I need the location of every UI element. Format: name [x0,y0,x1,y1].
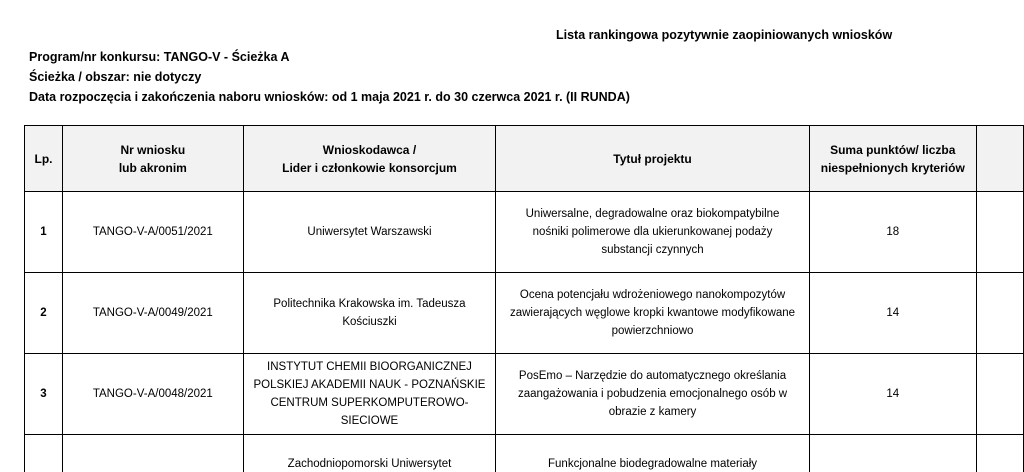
header-points: Suma punktów/ liczba niespełnionych kryteriów [809,126,976,192]
cell-applicant: Zachodniopomorski Uniwersytet [243,435,496,472]
table-header-row [25,126,1024,192]
cell-applicant: Politechnika Krakowska im. Tadeusza Kościuszki [243,273,496,354]
table-row [25,435,1024,472]
cell-lp [25,435,63,472]
cell-points: 14 [809,354,976,435]
dates-line: Data rozpoczęcia i zakończenia naboru wniosków: od 1 maja 2021 r. do 30 czerwca 2021 r. (II RUNDA) [29,90,630,104]
cell-points: 14 [809,273,976,354]
document-title: Lista rankingowa pozytywnie zaopiniowanych wniosków [556,28,893,42]
header-application-number: Nr wniosku lub akronim [63,126,244,192]
cell-applicant: Uniwersytet Warszawski [243,192,496,273]
path-line: Ścieżka / obszar: nie dotyczy [29,70,202,84]
cell-project-title: Ocena potencjału wdrożeniowego nanokompozytów zawierających węglowe kropki kwantowe modyfikowane powierzchniowo [496,273,809,354]
cell-application-number: TANGO-V-A/0049/2021 [63,273,244,354]
table-row [25,354,1024,435]
cell-application-number: TANGO-V-A/0051/2021 [63,192,244,273]
cell-extra [976,354,1023,435]
header-extra [976,126,1023,192]
cell-points: 18 [809,192,976,273]
cell-project-title: Uniwersalne, degradowalne oraz biokompatybilne nośniki polimerowe dla ukierunkowanej podaży substancji czynnych [496,192,809,273]
cell-project-title: PosEmo – Narzędzie do automatycznego określania zaangażowania i pobudzenia emocjonalnego osób w obrazie z kamery [496,354,809,435]
cell-applicant: INSTYTUT CHEMII BIOORGANICZNEJ POLSKIEJ AKADEMII NAUK - POZNAŃSKIE CENTRUM SUPERKOMPUTEROWO-SIECIOWE [243,354,496,435]
document-metadata [29,47,630,107]
cell-extra [976,192,1023,273]
table-row [25,273,1024,354]
cell-lp: 3 [25,354,63,435]
header-applicant: Wnioskodawca / Lider i członkowie konsorcjum [243,126,496,192]
header-lp: Lp. [25,126,63,192]
cell-application-number: TANGO-V-A/0048/2021 [63,354,244,435]
ranking-table [24,125,1024,472]
cell-points [809,435,976,472]
cell-extra [976,435,1023,472]
header-project-title: Tytuł projektu [496,126,809,192]
cell-lp: 2 [25,273,63,354]
table-row [25,192,1024,273]
cell-lp: 1 [25,192,63,273]
program-line: Program/nr konkursu: TANGO-V - Ścieżka A [29,50,290,64]
cell-extra [976,273,1023,354]
cell-application-number [63,435,244,472]
cell-project-title: Funkcjonalne biodegradowalne materiały [496,435,809,472]
